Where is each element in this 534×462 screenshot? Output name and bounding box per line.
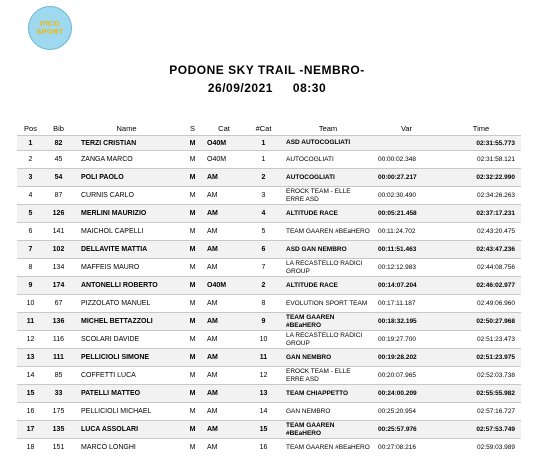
cell-name: SCOLARI DAVIDE — [73, 331, 180, 349]
table-row[interactable] — [17, 151, 521, 169]
cell-cat: O40M — [205, 277, 243, 295]
cell-cat: AM — [205, 295, 243, 313]
cell-cat-rank: 1 — [243, 151, 284, 169]
cell-sex: M — [180, 205, 205, 223]
cell-var: 00:24:00.209 — [372, 385, 441, 403]
cell-var: 00:11:51.463 — [372, 241, 441, 259]
cell-name: PIZZOLATO MANUEL — [73, 295, 180, 313]
cell-cat: AM — [205, 403, 243, 421]
cell-var: 00:12:12.983 — [372, 259, 441, 277]
cell-pos: 5 — [17, 205, 44, 223]
col-header-pos[interactable]: Pos — [24, 123, 37, 133]
cell-sex: M — [180, 277, 205, 295]
cell-time: 02:55:55.982 — [441, 385, 521, 403]
cell-bib: 111 — [44, 349, 73, 367]
cell-pos: 10 — [17, 295, 44, 313]
cell-cat-rank: 5 — [243, 223, 284, 241]
cell-var: 00:02:30.490 — [372, 187, 441, 205]
cell-team: TEAM GAAREN #BEaHERO — [284, 421, 372, 439]
table-row[interactable] — [17, 385, 521, 403]
cell-var: 00:00:27.217 — [372, 169, 441, 187]
col-header-team[interactable]: Team — [318, 123, 338, 133]
cell-bib: 126 — [44, 205, 73, 223]
cell-var: 00:11:24.702 — [372, 223, 441, 241]
cell-pos: 8 — [17, 259, 44, 277]
cell-pos: 4 — [17, 187, 44, 205]
cell-bib: 136 — [44, 313, 73, 331]
cell-pos: 12 — [17, 331, 44, 349]
cell-var: 00:27:08.216 — [372, 439, 441, 457]
table-row[interactable] — [17, 259, 521, 277]
cell-team: ASD AUTOCOGLIATI — [284, 136, 372, 151]
cell-time: 02:57:53.749 — [441, 421, 521, 439]
cell-cat-rank: 1 — [243, 136, 284, 151]
logo-line-1: PICO — [40, 19, 60, 28]
cell-var: 00:25:20.954 — [372, 403, 441, 421]
cell-name: PELLICIOLI MICHAEL — [73, 403, 180, 421]
col-header-var[interactable]: Var — [400, 123, 413, 133]
cell-cat-rank: 8 — [243, 295, 284, 313]
cell-cat-rank: 12 — [243, 367, 284, 385]
cell-team: LA RECASTELLO RADICI GROUP — [284, 331, 372, 349]
race-title: PODONE SKY TRAIL -NEMBRO- — [169, 63, 365, 77]
cell-time: 02:34:26.263 — [441, 187, 521, 205]
col-header-cat[interactable]: Cat — [218, 123, 230, 133]
cell-cat: AM — [205, 421, 243, 439]
cell-name: PELLICIOLI SIMONE — [73, 349, 180, 367]
cell-pos: 11 — [17, 313, 44, 331]
cell-var: 00:19:27.700 — [372, 331, 441, 349]
cell-name: ZANGA MARCO — [73, 151, 180, 169]
race-date: 26/09/2021 — [207, 81, 273, 95]
cell-cat: AM — [205, 169, 243, 187]
cell-name: POLI PAOLO — [73, 169, 180, 187]
cell-cat-rank: 14 — [243, 403, 284, 421]
cell-name: MARCO LONGHI — [73, 439, 180, 457]
cell-bib: 85 — [44, 367, 73, 385]
cell-cat: AM — [205, 367, 243, 385]
cell-pos: 17 — [17, 421, 44, 439]
cell-time: 02:52:03.738 — [441, 367, 521, 385]
cell-team: EVOLUTION SPORT TEAM — [284, 295, 372, 313]
cell-cat-rank: 7 — [243, 259, 284, 277]
table-row[interactable] — [17, 313, 521, 331]
cell-bib: 174 — [44, 277, 73, 295]
cell-bib: 134 — [44, 259, 73, 277]
cell-sex: M — [180, 331, 205, 349]
cell-bib: 54 — [44, 169, 73, 187]
cell-cat: AM — [205, 313, 243, 331]
cell-team: EROCK TEAM - ELLE ERRE ASD — [284, 367, 372, 385]
cell-var — [372, 136, 441, 151]
cell-name: PATELLI MATTEO — [73, 385, 180, 403]
cell-cat: AM — [205, 223, 243, 241]
cell-cat: AM — [205, 187, 243, 205]
results-table — [17, 121, 521, 457]
cell-time: 02:32:22.990 — [441, 169, 521, 187]
race-datetime — [0, 81, 534, 95]
cell-var: 00:14:07.204 — [372, 277, 441, 295]
cell-bib: 87 — [44, 187, 73, 205]
cell-time: 02:51:23.975 — [441, 349, 521, 367]
cell-cat: AM — [205, 385, 243, 403]
cell-bib: 33 — [44, 385, 73, 403]
cell-name: TERZI CRISTIAN — [73, 136, 180, 151]
cell-team: ALTITUDE RACE — [284, 277, 372, 295]
table-row[interactable] — [17, 187, 521, 205]
cell-team: GAN NEMBRO — [284, 349, 372, 367]
cell-name: MAFFEIS MAURO — [73, 259, 180, 277]
cell-cat: AM — [205, 205, 243, 223]
table-row[interactable] — [17, 367, 521, 385]
cell-cat-rank: 2 — [243, 169, 284, 187]
cell-sex: M — [180, 223, 205, 241]
cell-cat-rank: 9 — [243, 313, 284, 331]
cell-cat: AM — [205, 241, 243, 259]
table-row[interactable] — [17, 439, 521, 457]
cell-name: DELLAVITE MATTIA — [73, 241, 180, 259]
cell-var: 00:20:07.965 — [372, 367, 441, 385]
logo-line-2: SPORT — [36, 27, 64, 36]
cell-pos: 1 — [17, 136, 44, 151]
cell-cat-rank: 6 — [243, 241, 284, 259]
cell-team: GAN NEMBRO — [284, 403, 372, 421]
cell-team: TEAM GAAREN #BEaHERO — [284, 313, 372, 331]
cell-name: MERLINI MAURIZIO — [73, 205, 180, 223]
cell-var: 00:18:32.195 — [372, 313, 441, 331]
table-row[interactable] — [17, 136, 521, 151]
pico-sport-logo — [28, 6, 72, 50]
cell-bib: 116 — [44, 331, 73, 349]
cell-team: TEAM CHIAPPETTO — [284, 385, 372, 403]
cell-pos: 16 — [17, 403, 44, 421]
cell-name: CURNIS CARLO — [73, 187, 180, 205]
table-row[interactable] — [17, 205, 521, 223]
cell-cat: O40M — [205, 151, 243, 169]
table-row[interactable] — [17, 331, 521, 349]
cell-pos: 13 — [17, 349, 44, 367]
cell-cat: AM — [205, 259, 243, 277]
cell-bib: 45 — [44, 151, 73, 169]
cell-name: MICHEL BETTAZZOLI — [73, 313, 180, 331]
cell-sex: M — [180, 187, 205, 205]
cell-sex: M — [180, 259, 205, 277]
cell-cat-rank: 3 — [243, 187, 284, 205]
cell-sex: M — [180, 421, 205, 439]
cell-cat: O40M — [205, 136, 243, 151]
col-header-bib[interactable]: Bib — [53, 123, 64, 133]
cell-sex: M — [180, 136, 205, 151]
cell-sex: M — [180, 367, 205, 385]
cell-pos: 18 — [17, 439, 44, 457]
cell-time: 02:37:17.231 — [441, 205, 521, 223]
table-row[interactable] — [17, 349, 521, 367]
cell-time: 02:44:08.756 — [441, 259, 521, 277]
cell-cat-rank: 2 — [243, 277, 284, 295]
cell-pos: 9 — [17, 277, 44, 295]
cell-time: 02:57:16.727 — [441, 403, 521, 421]
table-row[interactable] — [17, 169, 521, 187]
cell-var: 00:19:28.202 — [372, 349, 441, 367]
col-header-cat-rank[interactable]: #Cat — [255, 123, 272, 133]
cell-team: AUTOCOGLIATI — [284, 169, 372, 187]
cell-time: 02:31:55.773 — [441, 136, 521, 151]
cell-bib: 151 — [44, 439, 73, 457]
cell-time: 02:43:20.475 — [441, 223, 521, 241]
cell-cat: AM — [205, 349, 243, 367]
cell-bib: 82 — [44, 136, 73, 151]
cell-time: 02:49:06.960 — [441, 295, 521, 313]
cell-time: 02:31:58.121 — [441, 151, 521, 169]
cell-var: 00:17:11.187 — [372, 295, 441, 313]
cell-sex: M — [180, 439, 205, 457]
cell-time: 02:50:27.968 — [441, 313, 521, 331]
table-row[interactable] — [17, 295, 521, 313]
cell-sex: M — [180, 151, 205, 169]
cell-sex: M — [180, 313, 205, 331]
cell-cat: AM — [205, 331, 243, 349]
table-row[interactable] — [17, 421, 521, 439]
table-row[interactable] — [17, 223, 521, 241]
cell-team: AUTOCOGLIATI — [284, 151, 372, 169]
cell-cat-rank: 10 — [243, 331, 284, 349]
cell-sex: M — [180, 385, 205, 403]
table-row[interactable] — [17, 403, 521, 421]
cell-sex: M — [180, 169, 205, 187]
table-header-row — [17, 121, 521, 136]
col-header-name[interactable]: Name — [116, 123, 137, 133]
cell-sex: M — [180, 295, 205, 313]
cell-pos: 6 — [17, 223, 44, 241]
table-row[interactable] — [17, 277, 521, 295]
cell-team: TEAM GAAREN #BEaHERO — [284, 439, 372, 457]
cell-bib: 175 — [44, 403, 73, 421]
col-header-time[interactable]: Time — [472, 123, 490, 133]
cell-pos: 2 — [17, 151, 44, 169]
race-start-time: 08:30 — [292, 81, 327, 95]
cell-name: LUCA ASSOLARI — [73, 421, 180, 439]
cell-cat: AM — [205, 439, 243, 457]
cell-var: 00:25:57.976 — [372, 421, 441, 439]
cell-team: ASD GAN NEMBRO — [284, 241, 372, 259]
cell-pos: 15 — [17, 385, 44, 403]
cell-var: 00:00:02.348 — [372, 151, 441, 169]
cell-name: COFFETTI LUCA — [73, 367, 180, 385]
cell-var: 00:05:21.458 — [372, 205, 441, 223]
cell-cat-rank: 16 — [243, 439, 284, 457]
cell-sex: M — [180, 241, 205, 259]
cell-cat-rank: 11 — [243, 349, 284, 367]
cell-cat-rank: 15 — [243, 421, 284, 439]
cell-cat-rank: 4 — [243, 205, 284, 223]
cell-time: 02:51:23.473 — [441, 331, 521, 349]
cell-sex: M — [180, 349, 205, 367]
table-row[interactable] — [17, 241, 521, 259]
cell-time: 02:43:47.236 — [441, 241, 521, 259]
cell-pos: 14 — [17, 367, 44, 385]
cell-bib: 102 — [44, 241, 73, 259]
cell-bib: 67 — [44, 295, 73, 313]
cell-bib: 135 — [44, 421, 73, 439]
cell-sex: M — [180, 403, 205, 421]
cell-team: ALTITUDE RACE — [284, 205, 372, 223]
cell-team: EROCK TEAM - ELLE ERRE ASD — [284, 187, 372, 205]
cell-time: 02:46:02.977 — [441, 277, 521, 295]
cell-time: 02:59:03.989 — [441, 439, 521, 457]
cell-pos: 7 — [17, 241, 44, 259]
col-header-sex[interactable]: S — [189, 123, 195, 133]
cell-team: TEAM GAAREN #BEaHERO — [284, 223, 372, 241]
cell-name: ANTONELLI ROBERTO — [73, 277, 180, 295]
cell-bib: 141 — [44, 223, 73, 241]
cell-team: LA RECASTELLO RADICI GROUP — [284, 259, 372, 277]
cell-cat-rank: 13 — [243, 385, 284, 403]
cell-pos: 3 — [17, 169, 44, 187]
cell-name: MAICHOL CAPELLI — [73, 223, 180, 241]
